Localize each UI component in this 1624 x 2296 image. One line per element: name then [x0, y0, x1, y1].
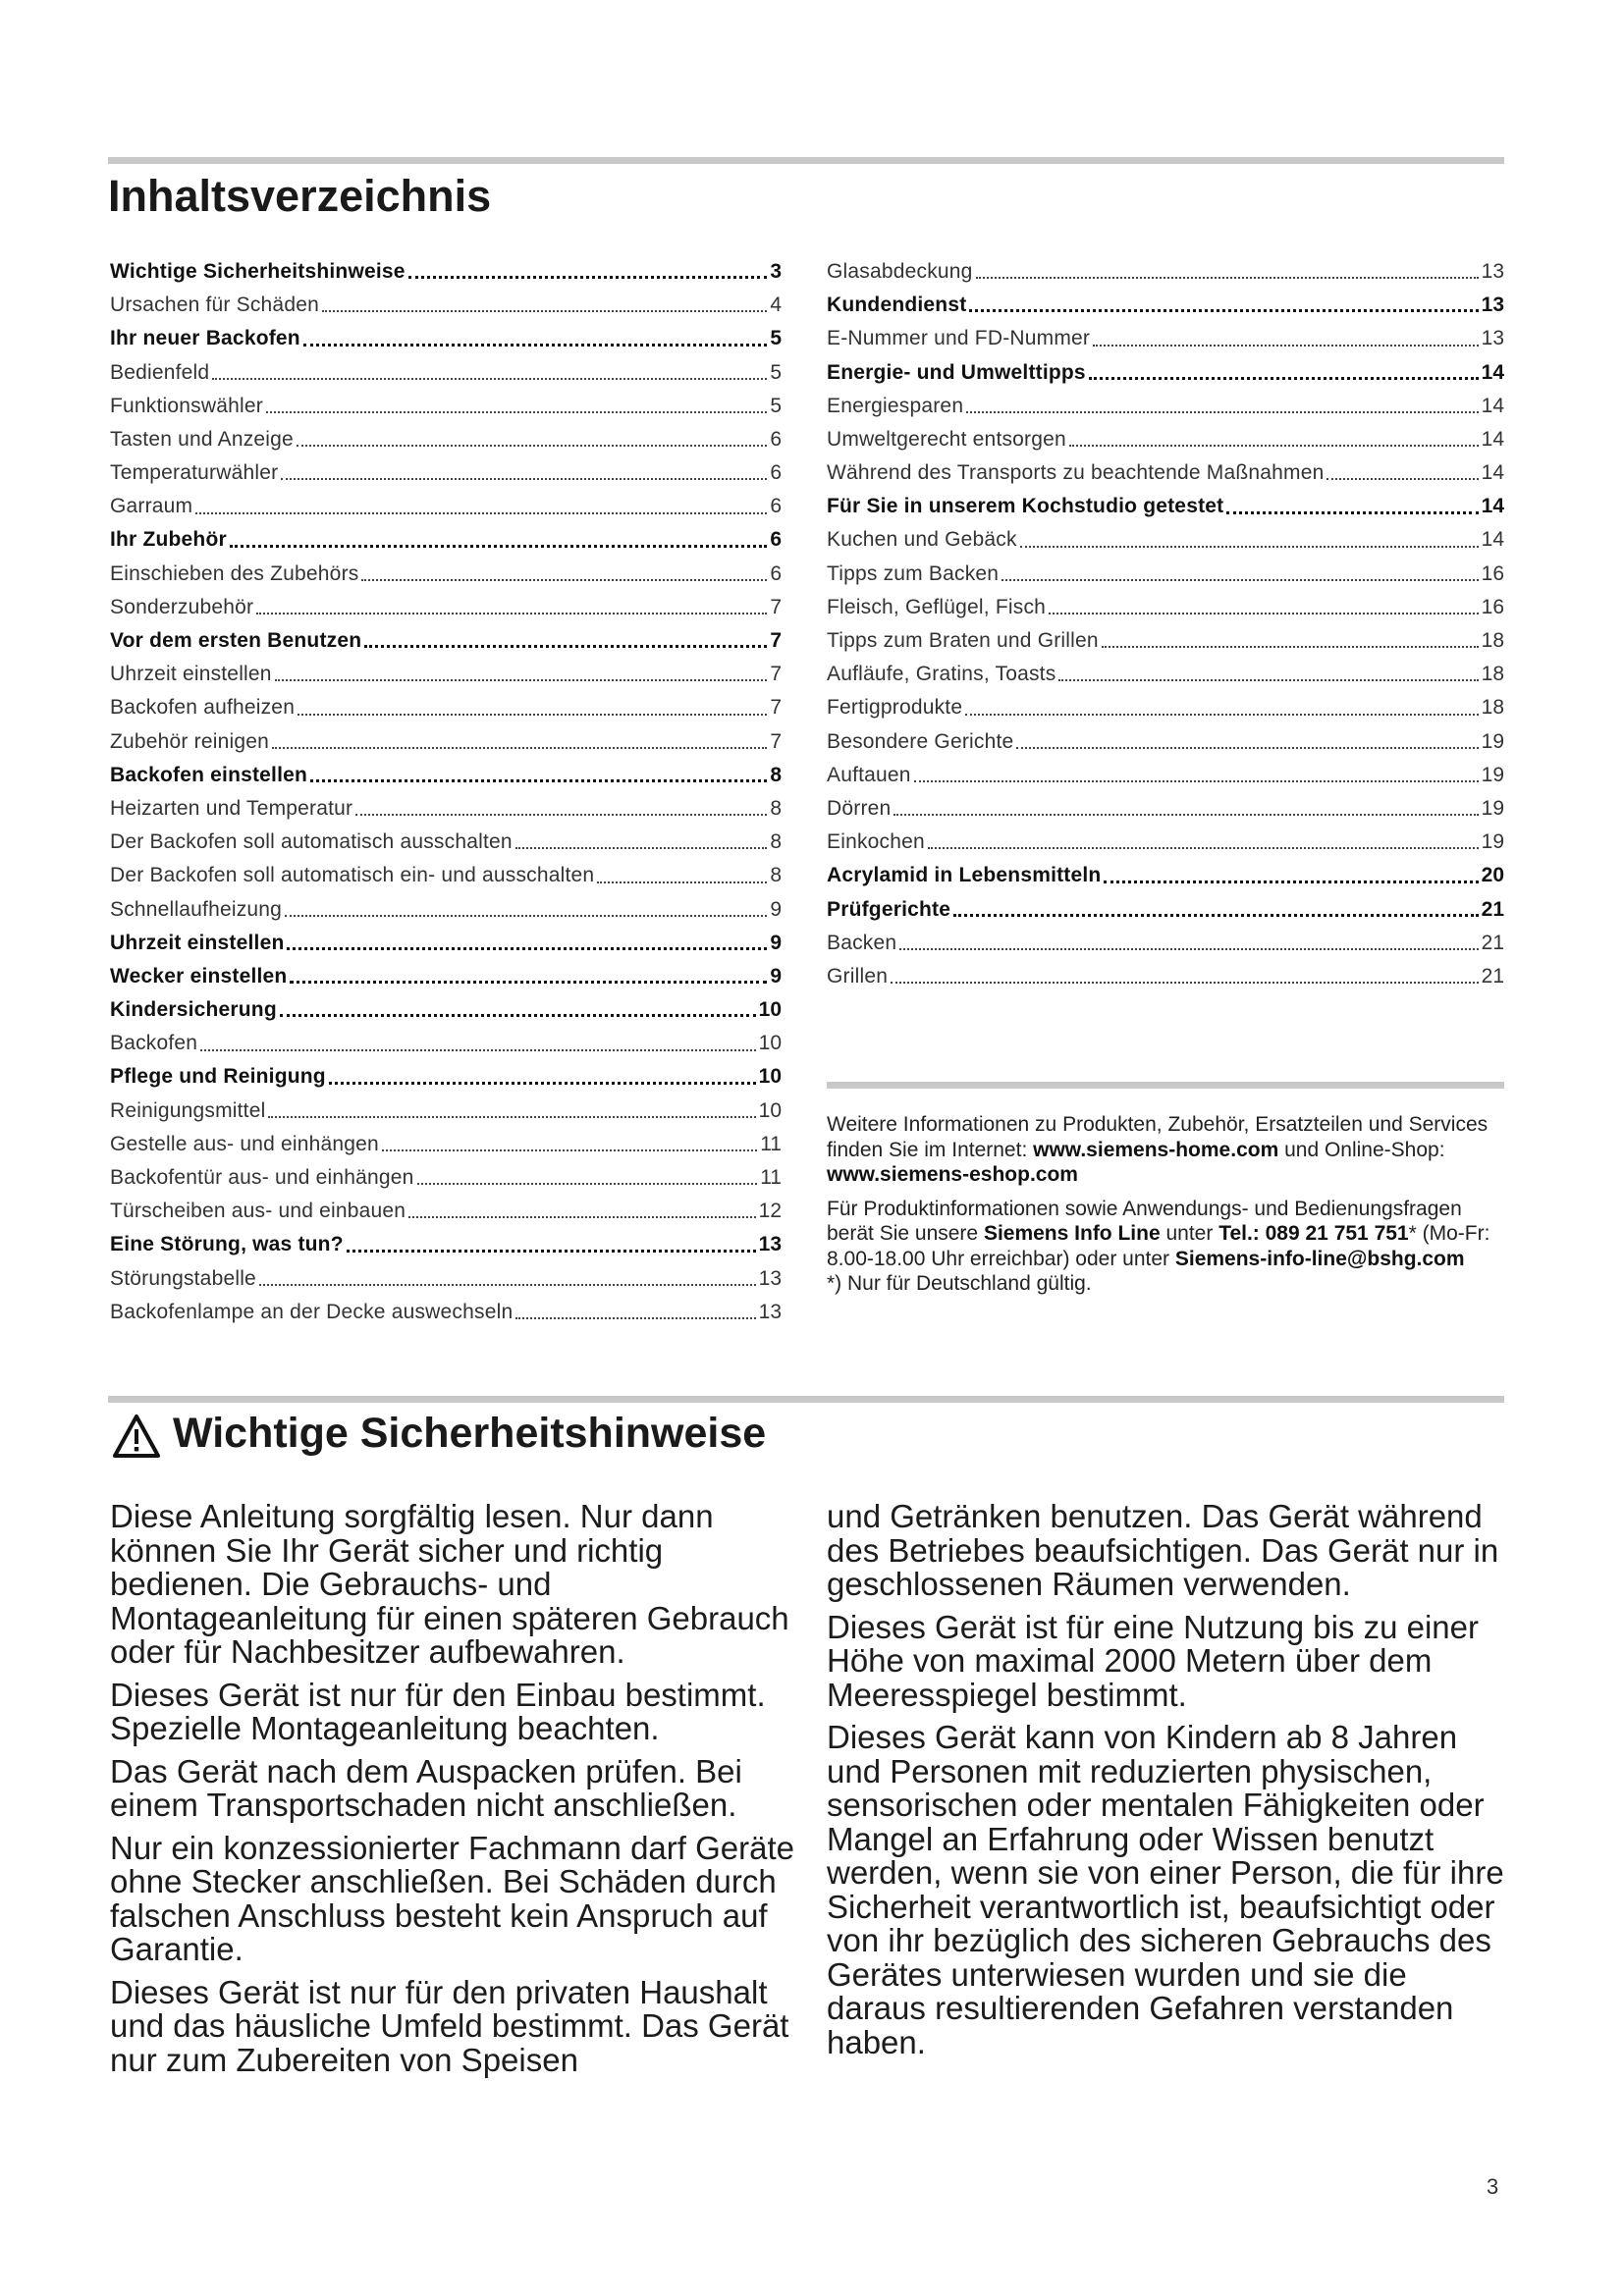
toc-entry[interactable]	[827, 356, 1504, 390]
toc-leader-dots	[266, 410, 767, 413]
toc-entry[interactable]	[110, 792, 782, 826]
toc-entry-title: Tipps zum Backen	[827, 561, 1000, 585]
toc-entry[interactable]	[110, 1296, 782, 1329]
toc-entry[interactable]	[827, 490, 1504, 523]
toc-entry-title: Ursachen für Schäden	[110, 294, 319, 317]
toc-entry[interactable]	[110, 1228, 782, 1261]
toc-entry-page: 12	[758, 1200, 782, 1223]
toc-entry-page: 10	[758, 1065, 782, 1089]
toc-entry-page: 14	[1481, 495, 1504, 518]
toc-leader-dots	[281, 477, 767, 480]
toc-leader-dots	[1326, 477, 1478, 480]
toc-entry[interactable]	[827, 322, 1504, 355]
toc-entry-title: Der Backofen soll automatisch ausschalten	[110, 830, 513, 854]
toc-entry[interactable]	[110, 1027, 782, 1060]
toc-right-column	[827, 255, 1504, 993]
toc-entry[interactable]	[827, 624, 1504, 658]
toc-left-column	[110, 255, 782, 1329]
page-number: 3	[1487, 2174, 1499, 2199]
toc-entry-page: 10	[758, 998, 782, 1022]
toc-entry[interactable]	[827, 792, 1504, 826]
toc-entry[interactable]	[110, 1262, 782, 1296]
toc-title: Inhaltsverzeichnis	[108, 171, 492, 221]
toc-entry-title: E-Nummer und FD-Nummer	[827, 327, 1091, 350]
toc-entry[interactable]	[110, 1128, 782, 1161]
toc-entry-page: 3	[770, 259, 782, 283]
toc-entry[interactable]	[827, 691, 1504, 724]
toc-entry[interactable]	[110, 725, 782, 759]
hotline-email-link[interactable]: Siemens-info-line@bshg.com	[1174, 1247, 1465, 1270]
toc-entry[interactable]	[827, 658, 1504, 691]
toc-entry-title: Sonderzubehör	[110, 595, 254, 618]
toc-entry-title: Backofentür aus- und einhängen	[110, 1166, 414, 1190]
toc-leader-dots	[515, 846, 768, 849]
toc-entry-title: Umweltgerecht entsorgen	[827, 427, 1066, 451]
toc-entry-page: 8	[770, 830, 782, 854]
toc-entry[interactable]	[110, 960, 782, 993]
safety-paragraph: Das Gerät nach dem Auspacken prüfen. Bei einem Transportschaden nicht anschließen.	[110, 1752, 742, 1823]
safety-paragraph: und Getränken benutzen. Das Gerät während des Betriebes beaufsichtigen. Das Gerät nur in geschlossenen Räumen verwenden.	[827, 1498, 1499, 1602]
toc-leader-dots	[200, 1048, 755, 1051]
safety-paragraph: Diese Anleitung sorgfältig lesen. Nur dann können Sie Ihr Gerät sicher und richtig bedienen. Die Gebrauchs- und Montageanleitung für einen späteren Gebrauch oder für Nachbesitzer aufbewahren.	[110, 1498, 789, 1670]
toc-entry-page: 13	[1481, 259, 1504, 283]
safety-right-column	[827, 1500, 1504, 2068]
toc-entry-page: 19	[1481, 796, 1504, 820]
toc-entry[interactable]	[827, 591, 1504, 624]
toc-entry-title: Vor dem ersten Benutzen	[110, 629, 362, 653]
toc-entry-page: 20	[1481, 864, 1504, 887]
safety-paragraph: Dieses Gerät ist für eine Nutzung bis zu einer Höhe von maximal 2000 Metern über dem Meeresspiegel bestimmt.	[827, 1608, 1479, 1713]
toc-entry-page: 7	[770, 729, 782, 753]
toc-entry[interactable]	[827, 759, 1504, 792]
toc-entry-page: 9	[770, 931, 782, 954]
toc-leader-dots	[297, 444, 767, 447]
toc-entry-page: 9	[770, 964, 782, 988]
toc-entry-page: 14	[1481, 427, 1504, 451]
toc-leader-dots	[965, 713, 1478, 716]
toc-leader-dots	[259, 1283, 756, 1286]
toc-entry[interactable]	[110, 893, 782, 927]
toc-entry[interactable]	[110, 993, 782, 1027]
toc-entry-page: 21	[1481, 897, 1504, 921]
toc-entry-title: Kuchen und Gebäck	[827, 528, 1017, 552]
info-paragraph-hotline: Für Produktinformationen sowie Anwendungs- und Bedienungsfragen berät Sie unsere Siemens Info Line unter Tel.: 089 21 751 751* (Mo-Fr: 8.00-18.00 Uhr erreichbar) oder unter Siemens-info-line@bshg.com	[827, 1197, 1490, 1270]
toc-entry-page: 14	[1481, 394, 1504, 417]
toc-entry[interactable]	[110, 289, 782, 322]
toc-leader-dots	[1016, 746, 1478, 749]
toc-entry[interactable]	[110, 624, 782, 658]
toc-entry-page: 9	[770, 897, 782, 921]
toc-leader-dots	[287, 946, 767, 950]
info-block	[827, 1112, 1504, 1306]
toc-leader-dots	[256, 612, 767, 614]
toc-entry[interactable]	[110, 255, 782, 289]
toc-entry-title: Fleisch, Geflügel, Fisch	[827, 595, 1047, 618]
toc-entry-title: Glasabdeckung	[827, 259, 973, 283]
toc-entry-page: 18	[1481, 629, 1504, 653]
toc-entry-title: Garraum	[110, 495, 193, 518]
toc-entry[interactable]	[827, 289, 1504, 322]
toc-leader-dots	[976, 276, 1479, 279]
toc-entry[interactable]	[110, 390, 782, 423]
toc-leader-dots	[966, 410, 1478, 413]
toc-entry-title: Bedienfeld	[110, 360, 210, 384]
toc-entry[interactable]	[110, 524, 782, 558]
safety-paragraph: Nur ein konzessionierter Fachmann darf Geräte ohne Stecker anschließen. Bei Schäden durch falschen Anschluss besteht kein Anspruch auf Garantie.	[110, 1829, 794, 1967]
toc-leader-dots	[1093, 344, 1479, 347]
toc-entry[interactable]	[110, 1195, 782, 1228]
toc-leader-dots	[322, 309, 767, 312]
toc-entry-page: 16	[1481, 561, 1504, 585]
toc-leader-dots	[272, 746, 767, 749]
toc-entry[interactable]	[827, 558, 1504, 591]
toc-entry[interactable]	[827, 390, 1504, 423]
toc-entry-title: Energie- und Umwelttipps	[827, 360, 1086, 384]
toc-entry-title: Kindersicherung	[110, 998, 277, 1022]
toc-entry[interactable]	[110, 658, 782, 691]
toc-leader-dots	[1020, 545, 1479, 548]
toc-leader-dots	[1049, 612, 1479, 614]
toc-entry-page: 14	[1481, 528, 1504, 552]
toc-entry-page: 8	[770, 763, 782, 786]
toc-leader-dots	[347, 1249, 756, 1253]
toc-entry-title: Backofen	[110, 1032, 198, 1055]
toc-entry-page: 6	[770, 427, 782, 451]
toc-entry-title: Während des Transports zu beachtende Maßnahmen	[827, 461, 1325, 485]
toc-entry[interactable]	[110, 356, 782, 390]
toc-entry-page: 19	[1481, 729, 1504, 753]
toc-entry-title: Störungstabelle	[110, 1266, 256, 1290]
toc-entry-title: Wecker einstellen	[110, 964, 288, 988]
toc-entry-page: 13	[758, 1300, 782, 1323]
toc-entry-title: Wichtige Sicherheitshinweise	[110, 259, 406, 283]
toc-entry-title: Reinigungsmittel	[110, 1098, 266, 1122]
toc-entry-page: 7	[770, 696, 782, 720]
toc-entry-title: Dörren	[827, 796, 892, 820]
toc-leader-dots	[408, 1215, 755, 1218]
toc-entry-title: Kundendienst	[827, 294, 967, 317]
toc-entry-page: 5	[770, 327, 782, 350]
toc-leader-dots	[417, 1182, 758, 1185]
toc-entry-title: Backofen einstellen	[110, 763, 308, 786]
toc-entry-page: 11	[760, 1132, 782, 1155]
toc-entry-page: 7	[770, 663, 782, 686]
toc-entry-page: 19	[1481, 763, 1504, 786]
toc-entry-page: 21	[1481, 931, 1504, 954]
toc-entry-page: 14	[1481, 461, 1504, 485]
toc-entry[interactable]	[110, 859, 782, 892]
toc-entry-page: 6	[770, 561, 782, 585]
toc-leader-dots	[361, 578, 767, 581]
toc-leader-dots	[280, 1013, 756, 1017]
toc-entry[interactable]	[110, 423, 782, 456]
toc-entry-page: 6	[770, 528, 782, 552]
toc-leader-dots	[290, 980, 767, 984]
toc-entry[interactable]	[110, 558, 782, 591]
toc-entry-title: Auftauen	[827, 763, 911, 786]
toc-entry-page: 11	[760, 1166, 782, 1190]
toc-entry-title: Energiesparen	[827, 394, 964, 417]
toc-leader-dots	[1069, 444, 1479, 447]
toc-entry-page: 18	[1481, 663, 1504, 686]
toc-entry[interactable]	[827, 927, 1504, 960]
toc-leader-dots	[382, 1148, 757, 1151]
toc-entry-page: 4	[770, 294, 782, 317]
toc-entry-title: Einkochen	[827, 830, 925, 854]
toc-entry-page: 18	[1481, 696, 1504, 720]
toc-entry-title: Uhrzeit einstellen	[110, 931, 285, 954]
warning-triangle-icon	[112, 1414, 161, 1459]
toc-entry-title: Heizarten und Temperatur	[110, 796, 353, 820]
toc-entry[interactable]	[110, 691, 782, 724]
toc-leader-dots	[230, 544, 767, 548]
toc-entry-title: Gestelle aus- und einhängen	[110, 1132, 379, 1155]
toc-entry-title: Ihr neuer Backofen	[110, 327, 300, 350]
toc-entry-title: Backen	[827, 931, 897, 954]
toc-entry[interactable]	[110, 1161, 782, 1195]
toc-leader-dots	[1001, 578, 1478, 581]
toc-leader-dots	[329, 1081, 756, 1085]
toc-entry-page: 16	[1481, 595, 1504, 618]
siemens-eshop-link[interactable]: www.siemens-eshop.com	[827, 1163, 1078, 1186]
toc-entry-title: Für Sie in unserem Kochstudio getestet	[827, 495, 1224, 518]
toc-entry[interactable]	[827, 725, 1504, 759]
toc-entry-title: Fertigprodukte	[827, 696, 963, 720]
toc-entry-title: Grillen	[827, 964, 889, 988]
toc-entry[interactable]	[827, 423, 1504, 456]
safety-paragraph: Dieses Gerät kann von Kindern ab 8 Jahren und Personen mit reduzierten physischen, sensorischen oder mentalen Fähigkeiten oder Mangel an Erfahrung oder Wissen benutzt werden, wenn sie von einer Person, die für ihre Sicherheit verantwortlich ist, beaufsichtigt oder von ihr bezüglich des sicheren Gebrauchs des Gerätes unterwiesen wurden und sie die daraus resultierenden Gefahren verstanden haben.	[827, 1719, 1504, 2060]
toc-leader-dots	[408, 275, 768, 279]
toc-entry-title: Prüfgerichte	[827, 897, 951, 921]
toc-entry-page: 7	[770, 629, 782, 653]
info-rule	[827, 1082, 1504, 1089]
toc-leader-dots	[303, 343, 767, 347]
toc-leader-dots	[969, 308, 1478, 312]
toc-entry[interactable]	[827, 893, 1504, 927]
safety-title: Wichtige Sicherheitshinweise	[173, 1410, 767, 1457]
toc-entry-title: Tasten und Anzeige	[110, 427, 294, 451]
toc-entry[interactable]	[827, 826, 1504, 859]
toc-entry[interactable]	[110, 322, 782, 355]
toc-entry-page: 6	[770, 495, 782, 518]
toc-leader-dots	[285, 914, 767, 917]
toc-entry-page: 10	[758, 1032, 782, 1055]
toc-leader-dots	[310, 778, 767, 782]
toc-leader-dots	[364, 644, 767, 648]
toc-entry-page: 13	[1481, 294, 1504, 317]
toc-entry-title: Backofen aufheizen	[110, 696, 296, 720]
toc-leader-dots	[355, 813, 767, 816]
toc-leader-dots	[515, 1316, 755, 1319]
toc-leader-dots	[1104, 880, 1478, 883]
toc-leader-dots	[1102, 645, 1479, 648]
toc-entry-page: 5	[770, 394, 782, 417]
toc-leader-dots	[1226, 510, 1478, 514]
safety-paragraph: Dieses Gerät ist nur für den privaten Haushalt und das häusliche Umfeld bestimmt. Das Gerät nur zum Zubereiten von Speisen	[110, 1973, 789, 2078]
toc-leader-dots	[268, 1115, 755, 1118]
toc-leader-dots	[195, 511, 767, 514]
toc-entry[interactable]	[110, 826, 782, 859]
toc-entry-title: Temperaturwähler	[110, 461, 279, 485]
toc-entry-page: 13	[758, 1233, 782, 1256]
toc-entry[interactable]	[827, 524, 1504, 558]
toc-leader-dots	[891, 981, 1479, 984]
toc-entry-page: 14	[1481, 360, 1504, 384]
safety-left-column	[110, 1500, 797, 2086]
toc-entry-title: Einschieben des Zubehörs	[110, 561, 359, 585]
toc-entry-title: Acrylamid in Lebensmitteln	[827, 864, 1102, 887]
toc-entry-page: 19	[1481, 830, 1504, 854]
toc-entry-title: Der Backofen soll automatisch ein- und ausschalten	[110, 864, 595, 887]
hotline-phone[interactable]: Tel.: 089 21 751 751	[1218, 1222, 1409, 1245]
toc-entry-page: 21	[1481, 964, 1504, 988]
toc-leader-dots	[1089, 376, 1479, 380]
toc-entry-title: Pflege und Reinigung	[110, 1065, 326, 1089]
toc-entry-title: Funktionswähler	[110, 394, 263, 417]
toc-leader-dots	[953, 913, 1479, 917]
toc-leader-dots	[893, 813, 1478, 816]
toc-entry-page: 7	[770, 595, 782, 618]
toc-entry[interactable]	[110, 1095, 782, 1128]
safety-rule	[108, 1396, 1504, 1403]
toc-leader-dots	[899, 947, 1478, 950]
toc-entry[interactable]	[827, 456, 1504, 490]
toc-entry[interactable]	[110, 490, 782, 523]
toc-leader-dots	[212, 377, 767, 380]
top-rule	[108, 157, 1504, 164]
toc-entry-title: Zubehör reinigen	[110, 729, 269, 753]
toc-leader-dots	[1058, 678, 1478, 681]
toc-entry[interactable]	[110, 456, 782, 490]
toc-entry[interactable]	[110, 1061, 782, 1095]
toc-entry-page: 13	[1481, 327, 1504, 350]
toc-entry-title: Tipps zum Braten und Grillen	[827, 629, 1099, 653]
toc-entry-page: 10	[758, 1098, 782, 1122]
toc-entry[interactable]	[827, 255, 1504, 289]
toc-entry-page: 8	[770, 796, 782, 820]
toc-entry-page: 6	[770, 461, 782, 485]
toc-leader-dots	[275, 678, 768, 681]
toc-entry-page: 13	[758, 1266, 782, 1290]
toc-entry-title: Türscheiben aus- und einbauen	[110, 1200, 406, 1223]
toc-leader-dots	[298, 713, 767, 716]
siemens-home-link[interactable]: www.siemens-home.com	[1033, 1138, 1279, 1161]
toc-leader-dots	[928, 846, 1479, 849]
toc-entry-page: 5	[770, 360, 782, 384]
toc-entry-title: Schnellaufheizung	[110, 897, 283, 921]
toc-entry[interactable]	[110, 927, 782, 960]
toc-leader-dots	[914, 779, 1479, 782]
toc-entry-title: Uhrzeit einstellen	[110, 663, 272, 686]
toc-leader-dots	[597, 881, 767, 883]
toc-entry[interactable]	[827, 859, 1504, 892]
toc-entry-page: 8	[770, 864, 782, 887]
toc-entry[interactable]	[827, 960, 1504, 993]
toc-entry[interactable]	[110, 591, 782, 624]
safety-paragraph: Dieses Gerät ist nur für den Einbau bestimmt. Spezielle Montageanleitung beachten.	[110, 1676, 766, 1746]
toc-entry-title: Eine Störung, was tun?	[110, 1233, 344, 1256]
toc-entry-title: Aufläufe, Gratins, Toasts	[827, 663, 1056, 686]
info-paragraph-web: Weitere Informationen zu Produkten, Zubehör, Ersatzteilen und Services finden Sie im Internet: www.siemens-home.com und Online-Shop: www.siemens-eshop.com	[827, 1113, 1489, 1186]
toc-entry-title: Besondere Gerichte	[827, 729, 1014, 753]
toc-entry-title: Backofenlampe an der Decke auswechseln	[110, 1300, 514, 1323]
info-footnote: *) Nur für Deutschland gültig.	[827, 1272, 1092, 1295]
toc-entry-title: Ihr Zubehör	[110, 528, 227, 552]
toc-entry[interactable]	[110, 759, 782, 792]
